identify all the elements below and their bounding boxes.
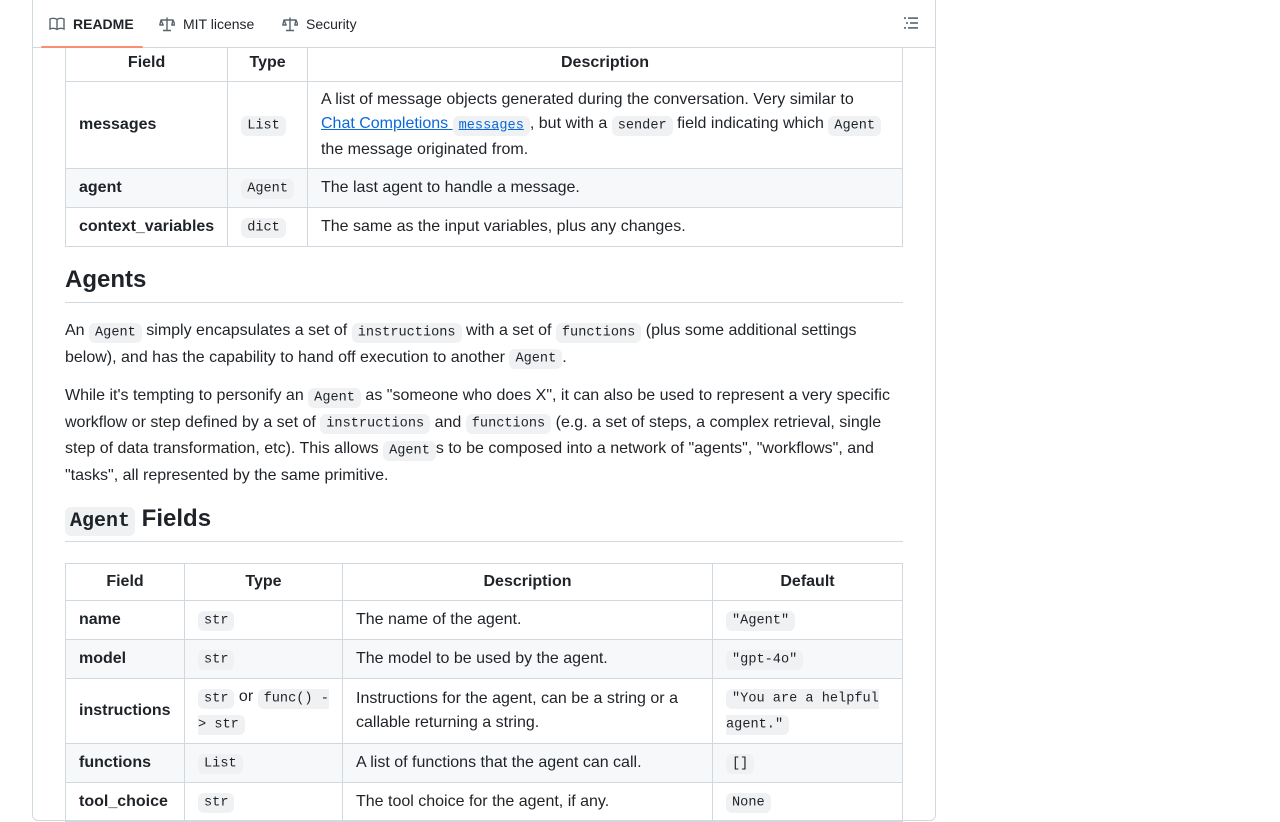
- agent-fields-heading: Agent Fields: [65, 505, 903, 542]
- response-fields-table: [65, 44, 903, 247]
- field-description: The same as the input variables, plus any changes.: [307, 208, 902, 247]
- table-row: [66, 169, 903, 208]
- table-header-row: [66, 564, 903, 601]
- table-row: [66, 744, 903, 783]
- column-header: Field: [66, 45, 228, 82]
- type-code: str: [198, 793, 234, 813]
- field-name: context_variables: [66, 208, 228, 247]
- column-header: Default: [713, 564, 903, 601]
- tab-security-label: Security: [306, 15, 357, 32]
- field-description: A list of message objects generated during the conversation. Very similar to Chat Completions messages , but with a sender field indicating which Agent the message originated from.: [307, 82, 902, 169]
- table-header-row: [66, 45, 903, 82]
- tab-license-label: MIT license: [183, 15, 255, 32]
- tab-readme[interactable]: [49, 0, 134, 47]
- field-description: The model to be used by the agent.: [343, 640, 713, 679]
- field-name: tool_choice: [66, 783, 185, 822]
- tab-readme-label: README: [73, 15, 134, 32]
- agents-heading: Agents: [65, 266, 903, 303]
- table-row: [66, 82, 903, 169]
- table-row: [66, 601, 903, 640]
- default-code: None: [726, 793, 771, 813]
- list-icon: [903, 15, 919, 31]
- field-description: The last agent to handle a message.: [307, 169, 902, 208]
- type-code: dict: [241, 218, 286, 238]
- type-code: str: [198, 611, 234, 631]
- type-code: List: [198, 754, 243, 774]
- field-name: instructions: [66, 679, 185, 744]
- tab-bar: [33, 0, 935, 48]
- column-header: Description: [343, 564, 713, 601]
- agents-paragraph-2: While it's tempting to personify an Agent as "someone who does X", it can also be used to represent a very specific workflow or step defined by a set of instructions and functions (e.g. a set of steps, a complex retrieval, single step of data transformation, etc). This allows Agent s to be composed into a network of "agents", "workflows", and "tasks", all represented by the same primitive.: [65, 387, 890, 484]
- table-row: [66, 679, 903, 744]
- chat-completions-link[interactable]: Chat Completions messages: [321, 115, 530, 132]
- tab-license[interactable]: [159, 0, 254, 47]
- field-name: messages: [66, 82, 228, 169]
- outline-button[interactable]: [903, 15, 919, 36]
- field-name: functions: [66, 744, 185, 783]
- book-icon: [49, 16, 65, 32]
- default-code: []: [726, 754, 754, 774]
- table-row: [66, 208, 903, 247]
- field-description: The name of the agent.: [343, 601, 713, 640]
- default-code: "gpt-4o": [726, 650, 803, 670]
- field-description: The tool choice for the agent, if any.: [343, 783, 713, 822]
- default-code: "Agent": [726, 611, 795, 631]
- agents-paragraph-1: An Agent simply encapsulates a set of instructions with a set of functions (plus some additional settings below), and has the capability to hand off execution to another Agent .: [65, 319, 903, 372]
- field-name: name: [66, 601, 185, 640]
- field-name: agent: [66, 169, 228, 208]
- scale-icon: [159, 16, 175, 32]
- type-code: Agent: [241, 179, 294, 199]
- field-name: model: [66, 640, 185, 679]
- default-code: "You are a helpful agent.": [726, 689, 879, 735]
- type-code: str: [198, 650, 234, 670]
- table-row: [66, 640, 903, 679]
- column-header: Type: [185, 564, 343, 601]
- column-header: Type: [228, 45, 308, 82]
- field-description: Instructions for the agent, can be a string or a callable returning a string.: [343, 679, 713, 744]
- agent-fields-table: [65, 563, 903, 822]
- field-type: str or func() -> str: [185, 679, 343, 744]
- readme-panel: [32, 0, 936, 821]
- tab-security[interactable]: [282, 0, 357, 47]
- column-header: Description: [307, 45, 902, 82]
- field-description: A list of functions that the agent can call.: [343, 744, 713, 783]
- type-code: List: [241, 116, 286, 136]
- table-row: [66, 783, 903, 822]
- column-header: Field: [66, 564, 185, 601]
- scale-icon: [282, 16, 298, 32]
